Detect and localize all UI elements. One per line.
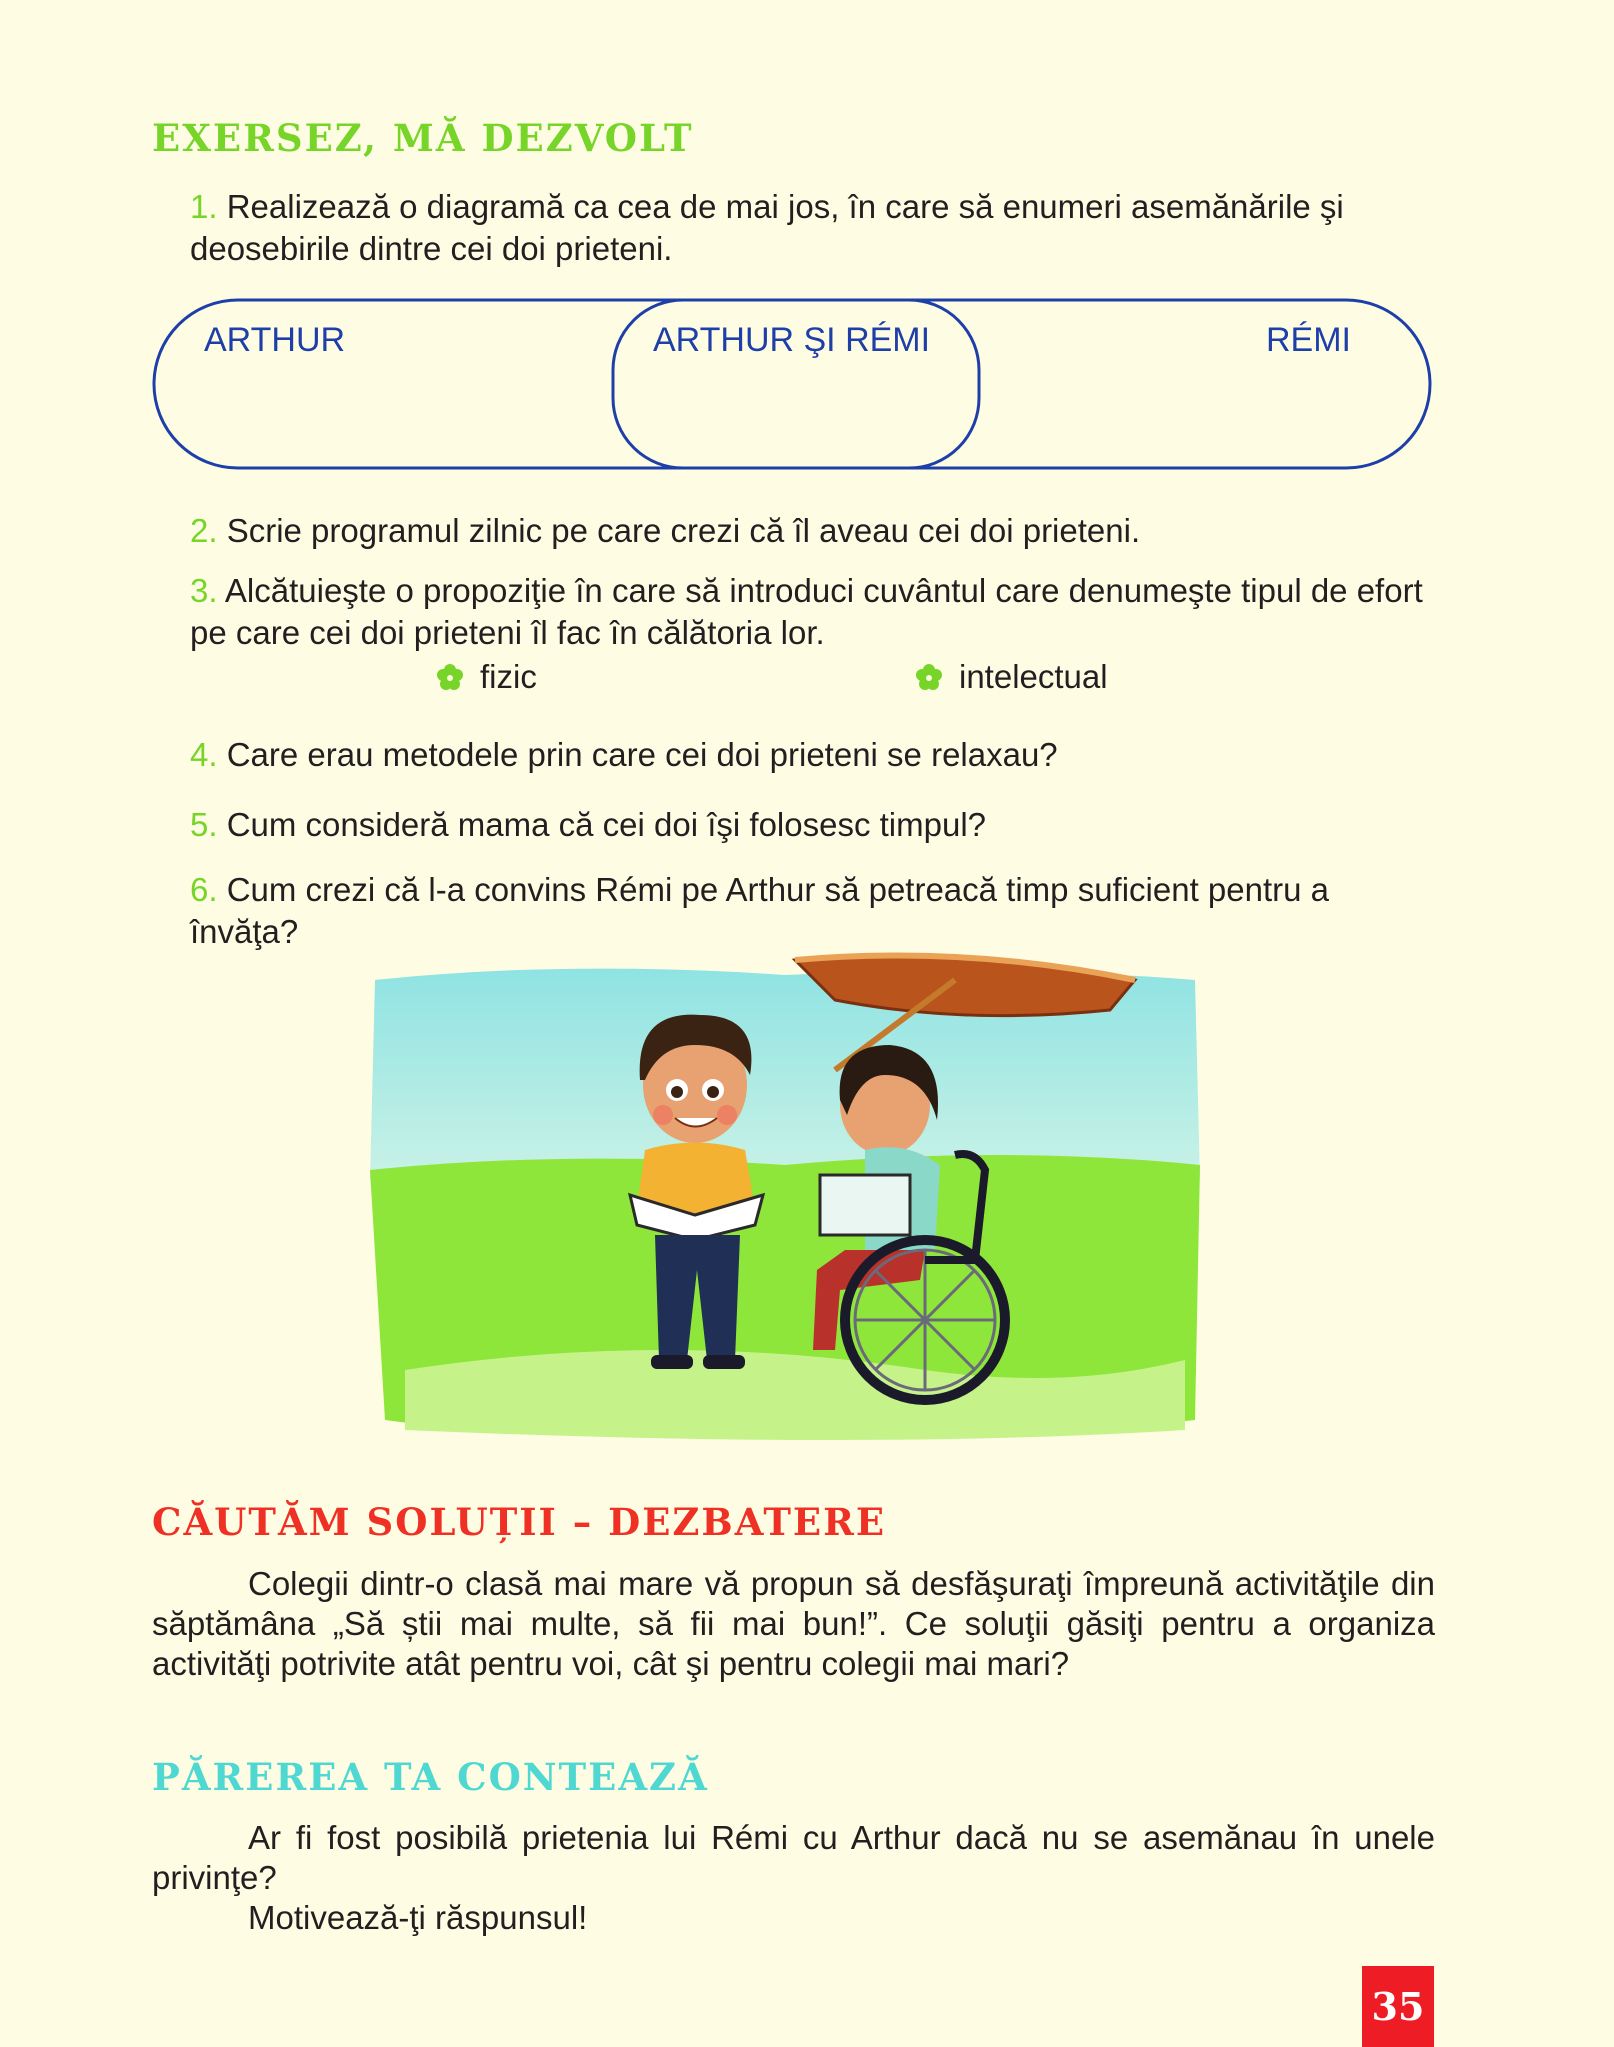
exercise-number: 1.: [190, 188, 218, 225]
exercise-2: [190, 510, 1435, 552]
section-title-opinion: PĂREREA TA CONTEAZĂ: [152, 1755, 709, 1799]
opinion-instruction: Motivează-ţi răspunsul!: [248, 1899, 588, 1936]
exercise-text: Care erau metodele prin care cei doi prieteni se relaxau?: [226, 736, 1058, 773]
exercise-number: 6.: [190, 871, 218, 908]
page-number: 35: [1362, 1966, 1434, 2047]
diagram-label-arthur: ARTHUR: [204, 321, 346, 359]
exercise-text: Cum consideră mama că cei doi îşi folosesc timpul?: [226, 806, 987, 843]
opinion-question: Ar fi fost posibilă prietenia lui Rémi cu Arthur dacă nu se asemănau în unele privinţe?: [152, 1819, 1435, 1896]
exercise-1: [190, 186, 1435, 270]
exercise-5: [190, 804, 1435, 846]
exercise-6: [190, 869, 1435, 953]
exercise-3: [190, 570, 1435, 654]
option-intelectual: [915, 655, 1108, 699]
section-title-solutions: CĂUTĂM SOLUȚII – DEZBATERE: [152, 1500, 887, 1544]
exercise-text: Realizează o diagramă ca cea de mai jos, în care să enumeri asemănările şi deosebirile dintre cei doi prieteni.: [190, 188, 1344, 267]
seated-boy-book: [820, 1175, 910, 1235]
diagram-label-both: ARTHUR ŞI RÉMI: [653, 321, 931, 359]
exercise-4: [190, 734, 1435, 776]
exercise-number: 3.: [190, 572, 218, 609]
exercise-text: Scrie programul zilnic pe care crezi că îl aveau cei doi prieteni.: [226, 512, 1141, 549]
exercise-number: 2.: [190, 512, 218, 549]
section-title-practice: EXERSEZ, MĂ DEZVOLT: [152, 116, 694, 160]
exercise-number: 5.: [190, 806, 218, 843]
opinion-paragraph: [152, 1818, 1435, 1938]
option-label: intelectual: [959, 658, 1108, 695]
flower-bullet-icon: [915, 663, 943, 691]
diagram-label-remi: RÉMI: [1266, 321, 1351, 359]
exercise-text: Cum crezi că l-a convins Rémi pe Arthur să petreacă timp suficient pentru a învăţa?: [190, 871, 1330, 950]
option-fizic: [436, 655, 537, 699]
option-label: fizic: [480, 658, 537, 695]
exercise-text: Alcătuieşte o propoziţie în care să introduci cuvântul care denumeşte tipul de efort pe care cei doi prieteni îl fac în călătoria lor.: [190, 572, 1423, 651]
solutions-paragraph: Colegii dintr-o clasă mai mare vă propun să desfăşuraţi împreună activităţile din săptămâna „Să știi mai multe, să fii mai bun!”. Ce soluţii găsiţi pentru a organiza activităţi potrivite atât pentru voi, cât şi pentru colegii mai mari?: [152, 1565, 1435, 1682]
flower-bullet-icon: [436, 663, 464, 691]
friends-illustration: [365, 950, 1205, 1450]
exercise-number: 4.: [190, 736, 218, 773]
